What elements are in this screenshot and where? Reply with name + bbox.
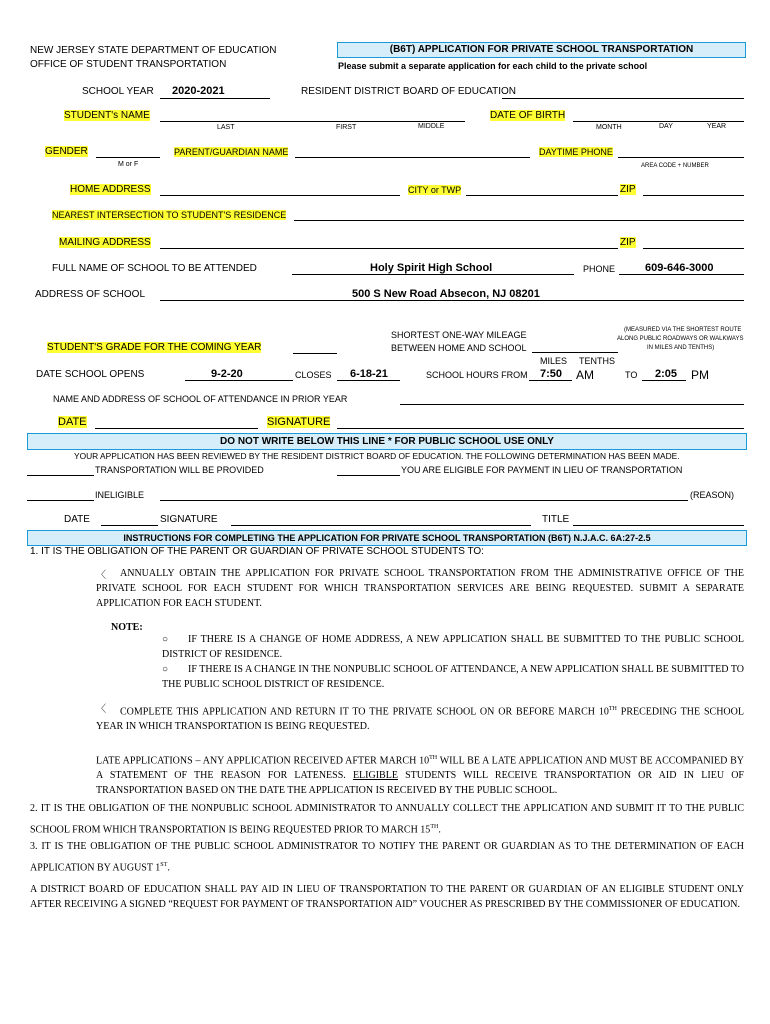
intersection-label: NEAREST INTERSECTION TO STUDENT'S RESIDENCE: [52, 210, 287, 220]
public-signature-label: SIGNATURE: [160, 514, 218, 525]
school-opens-label: DATE SCHOOL OPENS: [36, 369, 145, 380]
instructions-banner: [27, 530, 747, 546]
daytime-phone-field[interactable]: [618, 157, 744, 158]
school-phone-field[interactable]: 609-646-3000: [645, 262, 714, 274]
bullet-a-marker: 〈: [96, 570, 106, 581]
office-name: OFFICE OF STUDENT TRANSPORTATION: [30, 59, 227, 70]
mailing-address-label: MAILING ADDRESS: [59, 237, 151, 248]
am-label: AM: [576, 368, 594, 382]
instruction-item-2: 2. IT IS THE OBLIGATION OF THE NONPUBLIC SCHOOL ADMINISTRATOR TO ANNUALLY COLLECT THE APPLICATION AND SUBMIT IT TO THE PUBLIC SCHOOL FROM WHICH TRANSPORTATION IS BEING REQUESTED PRIOR TO MARCH 15TH.: [30, 803, 744, 836]
form-title: (B6T) APPLICATION FOR PRIVATE SCHOOL TRANSPORTATION: [389, 44, 694, 55]
reason-field[interactable]: [160, 500, 688, 501]
transport-provided-check[interactable]: [27, 475, 94, 476]
mileage-note-2: ALONG PUBLIC ROADWAYS OR WALKWAYS: [617, 336, 744, 342]
note-2-marker: ○: [162, 664, 169, 675]
miles-label: MILES: [540, 356, 568, 366]
mailing-zip-field[interactable]: [643, 248, 744, 249]
form-subtitle: Please submit a separate application for each child to the private school: [338, 61, 648, 71]
school-address-field[interactable]: 500 S New Road Absecon, NJ 08201: [352, 288, 540, 300]
daytime-phone-label: DAYTIME PHONE: [539, 147, 613, 157]
department-name: NEW JERSEY STATE DEPARTMENT OF EDUCATION: [30, 45, 277, 56]
instruction-item-3: 3. IT IS THE OBLIGATION OF THE PUBLIC SCHOOL ADMINISTRATOR TO NOTIFY THE PARENT OR GUARDIAN AS TO THE DETERMINATION OF EACH APPLICATION BY AUGUST 1ST.: [30, 841, 744, 874]
instructions-banner-text: INSTRUCTIONS FOR COMPLETING THE APPLICATION FOR PRIVATE SCHOOL TRANSPORTATION (B6T) N.J.A.C. 6A:27-2.5: [123, 533, 651, 543]
public-signature-field[interactable]: [231, 525, 531, 526]
school-closes-field[interactable]: 6-18-21: [350, 368, 388, 380]
prior-school-label: NAME AND ADDRESS OF SCHOOL OF ATTENDANCE IN PRIOR YEAR: [53, 394, 348, 404]
resident-district-field[interactable]: [502, 98, 744, 99]
bullet-b-marker: 〈: [96, 704, 106, 715]
student-name-label: STUDENT's NAME: [64, 110, 150, 121]
school-name-field[interactable]: Holy Spirit High School: [370, 262, 493, 274]
dob-day-hint: DAY: [659, 123, 673, 130]
zip-label: ZIP: [620, 184, 636, 195]
school-year-field[interactable]: 2020-2021: [172, 85, 225, 97]
home-address-label: HOME ADDRESS: [70, 184, 151, 195]
dob-label: DATE OF BIRTH: [490, 110, 566, 121]
public-title-label: TITLE: [542, 514, 570, 525]
parent-name-field[interactable]: [295, 157, 530, 158]
dob-field[interactable]: [573, 121, 744, 122]
closing-statement: A DISTRICT BOARD OF EDUCATION SHALL PAY AID IN LIEU OF TRANSPORTATION TO THE PARENT OR GUARDIAN OF AN ELIGIBLE STUDENT ONLY AFTER RECEIVING A SIGNED “REQUEST FOR PAYMENT OF TRANSPORTATION AID” VOUCHER AS PRESCRIBED BY THE COMMISSIONER OF EDUCATION.: [30, 884, 744, 910]
date-field[interactable]: [95, 428, 258, 429]
name-first-hint: FIRST: [336, 124, 357, 131]
mileage-label-1: SHORTEST ONE-WAY MILEAGE: [391, 330, 527, 340]
name-middle-hint: MIDDLE: [418, 123, 445, 130]
school-phone-label: PHONE: [583, 264, 616, 274]
gender-hint: M or F: [118, 161, 139, 168]
home-address-field[interactable]: [160, 195, 400, 196]
public-date-label: DATE: [64, 514, 90, 525]
hours-from-line: [529, 380, 572, 381]
signature-label: SIGNATURE: [267, 416, 331, 428]
ineligible-check[interactable]: [27, 500, 94, 501]
zip-field[interactable]: [643, 195, 744, 196]
school-year-label: SCHOOL YEAR: [82, 86, 154, 97]
phone-hint: AREA CODE + NUMBER: [641, 163, 709, 169]
closes-label: CLOSES: [295, 370, 332, 380]
school-name-line: [292, 274, 574, 275]
school-address-label: ADDRESS OF SCHOOL: [35, 289, 146, 300]
student-name-field[interactable]: [160, 121, 465, 122]
hours-to-line: [642, 380, 686, 381]
closes-line: [337, 380, 400, 381]
note-1-marker: ○: [162, 634, 169, 645]
mailing-address-field[interactable]: [160, 248, 618, 249]
grade-label: STUDENT'S GRADE FOR THE COMING YEAR: [47, 342, 262, 353]
grade-field[interactable]: [293, 353, 337, 354]
mailing-zip-label: ZIP: [620, 237, 636, 248]
eligible-aid-label: YOU ARE ELIGIBLE FOR PAYMENT IN LIEU OF TRANSPORTATION: [401, 465, 683, 475]
opens-line: [185, 380, 293, 381]
resident-district-label: RESIDENT DISTRICT BOARD OF EDUCATION: [301, 86, 517, 97]
mileage-label-2: BETWEEN HOME AND SCHOOL: [391, 343, 527, 353]
dob-year-hint: YEAR: [707, 123, 727, 130]
hours-from-field[interactable]: 7:50: [540, 368, 563, 380]
pm-label: PM: [691, 368, 709, 382]
instruction-bullet-a: ANNUALLY OBTAIN THE APPLICATION FOR PRIVATE SCHOOL TRANSPORTATION FROM THE ADMINISTRATIVE OFFICE OF THE PRIVATE SCHOOL FOR EACH STUDENT FOR WHICH TRANSPORTATION SERVICES ARE BEING REQUESTED. SUBMIT A SEPARATE APPLICATION FOR EACH STUDENT.: [96, 568, 744, 609]
note-label: NOTE:: [111, 622, 143, 633]
school-year-line: [160, 98, 270, 99]
mileage-note-1: (MEASURED VIA THE SHORTEST ROUTE: [624, 327, 742, 333]
public-use-banner: [27, 433, 747, 450]
mileage-note-3: IN MILES AND TENTHS): [647, 345, 715, 351]
instruction-bullet-b: COMPLETE THIS APPLICATION AND RETURN IT TO THE PRIVATE SCHOOL ON OR BEFORE MARCH 10TH PRECEDING THE SCHOOL YEAR IN WHICH TRANSPORTATION IS BEING REQUESTED.: [96, 706, 744, 733]
signature-field[interactable]: [337, 428, 744, 429]
gender-field[interactable]: [96, 157, 160, 158]
school-name-label: FULL NAME OF SCHOOL TO BE ATTENDED: [52, 263, 257, 274]
form-title-box: [337, 42, 746, 58]
reason-label: (REASON): [690, 490, 735, 500]
eligible-aid-check[interactable]: [337, 475, 400, 476]
to-label: TO: [625, 370, 638, 380]
date-label: DATE: [58, 416, 87, 428]
public-title-field[interactable]: [573, 525, 744, 526]
intersection-field[interactable]: [294, 220, 744, 221]
city-label: CITY or TWP: [408, 185, 462, 195]
hours-to-field[interactable]: 2:05: [655, 368, 678, 380]
dob-month-hint: MONTH: [596, 124, 622, 131]
parent-name-label: PARENT/GUARDIAN NAME: [174, 147, 289, 157]
gender-label: GENDER: [45, 146, 88, 157]
public-use-banner-text: DO NOT WRITE BELOW THIS LINE * FOR PUBLIC SCHOOL USE ONLY: [220, 436, 554, 447]
transport-provided-label: TRANSPORTATION WILL BE PROVIDED: [95, 465, 264, 475]
note-2: IF THERE IS A CHANGE IN THE NONPUBLIC SCHOOL OF ATTENDANCE, A NEW APPLICATION SHALL BE SUBMITTED TO THE PUBLIC SCHOOL DISTRICT OF RESIDENCE.: [162, 664, 744, 690]
tenths-label: TENTHS: [579, 356, 615, 366]
late-applications: LATE APPLICATIONS – ANY APPLICATION RECEIVED AFTER MARCH 10TH WILL BE A LATE APPLICATION AND MUST BE ACCOMPANIED BY A STATEMENT OF THE REASON FOR LATENESS. ELIGIBLE STUDENTS WILL RECEIVE TRANSPORTATION OR AID IN LIEU OF TRANSPORTATION BASED ON THE DATE THE APPLICATION IS RECEIVED BY THE PUBLIC SCHOOL.: [96, 755, 744, 797]
mileage-field[interactable]: [532, 352, 618, 353]
note-1: IF THERE IS A CHANGE OF HOME ADDRESS, A NEW APPLICATION SHALL BE SUBMITTED TO THE PUBLIC SCHOOL DISTRICT OF RESIDENCE.: [162, 634, 744, 660]
prior-school-field[interactable]: [400, 404, 744, 405]
review-text: YOUR APPLICATION HAS BEEN REVIEWED BY THE RESIDENT DISTRICT BOARD OF EDUCATION. THE FOLLOWING DETERMINATION HAS BEEN MADE.: [74, 451, 680, 461]
school-opens-field[interactable]: 9-2-20: [211, 368, 243, 380]
public-date-field[interactable]: [101, 525, 158, 526]
hours-label: SCHOOL HOURS FROM: [426, 370, 528, 380]
instruction-item-1: 1. IT IS THE OBLIGATION OF THE PARENT OR GUARDIAN OF PRIVATE SCHOOL STUDENTS TO:: [30, 546, 484, 557]
school-address-line: [160, 300, 744, 301]
ineligible-label: INELIGIBLE: [95, 490, 145, 500]
name-last-hint: LAST: [217, 124, 235, 131]
city-field[interactable]: [466, 195, 618, 196]
school-phone-line: [619, 274, 744, 275]
